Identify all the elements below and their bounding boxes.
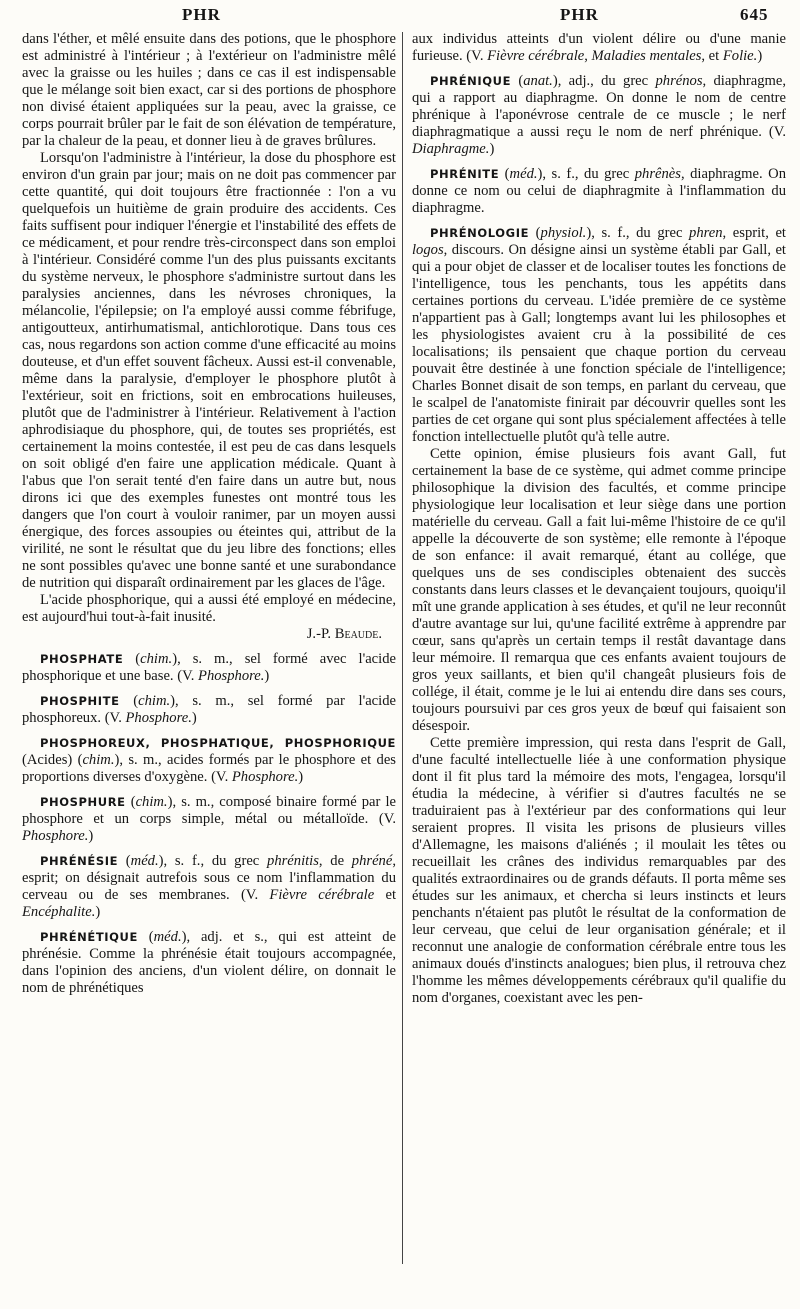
left-column — [22, 31, 396, 997]
paragraph-phosphore-usage: dans l'éther, et mêlé ensuite dans des potions, que le phosphore est administré à l'intérieur ; à l'extérieur on l'administre mêlé avec la graisse ou les huiles ; dans ce cas il est indispensable que le mélange soit bien exact, car si des portions de phosphore non divisé étaient appliquées sur la peau, avec la graisse, ce corps pourrait brûler par le fait de son élévation de température, par la chaleur de la peau, et donner lieu à de graves brûlures. — [22, 31, 396, 149]
column-divider — [402, 32, 403, 1264]
page-number: 645 — [740, 5, 769, 24]
entry-phrenesie: PHRÉNÉSIE (méd.), s. f., du grec phrénitis, de phréné, esprit; on désignait autrefois sous ce nom l'inflammation du cerveau ou de ses membranes. (V. Fièvre cérébrale et Encéphalite.) — [22, 853, 396, 920]
paragraph-phosphore-dose: Lorsqu'on l'administre à l'intérieur, la dose du phosphore est environ d'un grain par jour; mais on ne doit pas commencer par cette quantité, qui doit toujours être fractionnée : l'on a vu quelquefois un huitième de grain produire des accidents. Ces faits suffisent pour indiquer l'énergie et l'instabilité des effets de ce médicament, et pour rendre très-circonspect dans son emploi à l'intérieur. Considéré comme l'un des plus puissants excitants du système nerveux, le phosphore s'administre surtout dans les paralysies anciennes, dans les névroses chroniques, la mélancolie, l'épilepsie; on l'a employé aussi comme fébrifuge, antigoutteux, antirhumatismal, antichlorotique. Dans tous ces cas, nous regardons son action comme d'une efficacité au moins douteuse, et d'un effet souvent fâcheux. Aussi est-il convenable, même dans la paralysie, d'employer le phosphore plutôt à l'extérieur, soit en frictions, soit en embrocations huileuses, plutôt que de l'administrer à l'intérieur. Relativement à l'action aphrodisiaque du phosphore, qui, de toutes ses propriétés, est certainement la moins contestée, il est peu de cas dans lesquels on soit obligé d'en faire une application médicale. Quant à l'abus que l'on serait tenté d'en faire dans un autre but, nous dirons ici que des exemples funestes ont montré tous les dangers que l'on court à vouloir ranimer, par un moyen aussi énergique, des forces assoupies ou éteintes qui, attribut de la virilité, ne sont le résultat que du jeu libre des fonctions; elles ne sont possibles qu'avec une bonne santé et une surabondance de nutrition qui disparaît ordinairement par les glaces de l'âge. — [22, 150, 396, 591]
running-header — [0, 5, 800, 27]
paragraph-acide-phosphorique: L'acide phosphorique, qui a aussi été employé en médecine, est aujourd'hui tout-à-fait inusité. — [22, 592, 396, 625]
entry-phrenologie: PHRÉNOLOGIE (physiol.), s. f., du grec phren, esprit, et logos, discours. On désigne ainsi un système établi par Gall, et qui a pour objet de classer et de localiser toutes les fonctions de l'intelligence, tous les penchants, tous les appétits dans certaines portions du cerveau. L'idée première de ce système n'appartient pas à Gall; longtemps avant lui les philosophes et les physiologistes avaient cru à la possibilité de ces localisations; ils pensaient que chaque portion du cerveau pouvait être destinée à une fonction spéciale de l'intelligence; Charles Bonnet disait de son temps, en parlant du cerveau, que le scalpel de l'anatomiste finirait par découvrir quelles sont les parties de cet organe qui sont plus spécialement affectées à telle fonction intellectuelle plutôt qu'à telle autre. — [412, 225, 786, 445]
entry-phrenetique: PHRÉNÉTIQUE (méd.), adj. et s., qui est atteint de phrénésie. Comme la phrénésie était toujours accompagnée, dans l'opinion des anciens, d'un violent délire, on donnait le nom de phrénétiques — [22, 929, 396, 996]
entry-phrenique: PHRÉNIQUE (anat.), adj., du grec phrénos, diaphragme, qui a rapport au diaphragme. On donne le nom de centre phrénique à l'aponévrose centrale de ce muscle ; le nerf diaphragmatique a aussi reçu le nom de nerf phrénique. (V. Diaphragme.) — [412, 73, 787, 157]
headword: PHOSPHURE — [40, 795, 126, 809]
paragraph-gall-research: Cette première impression, qui resta dans l'esprit de Gall, d'une faculté intellectuelle liée à une conformation physique dont il fit plus tard la mémoire des mots, l'engagea, lorsqu'il étudia la médecine, à vérifier si d'autres facultés ne se traduiraient pas à l'extérieur par des conformations qui leur seraient propres. Il visita les prisons de plusieurs villes d'Allemagne, les maisons d'aliénés ; il moulait les têtes ou recueillait les crânes des individus remarquables par des qualités extraordinaires ou de grands défauts. Il porta même ses études sur les animaux, et chercha si leurs instincts et leurs penchants n'étaient pas plutôt le résultat de la conformation de leur cerveau, que celui de leur organisation générale; et il reconnut une analogie de conformation cérébrale entre tous les animaux doués d'instincts analogues; bien plus, il retrouva chez l'homme les mêmes développements cérébraux qu'il qualifie du nom d'organes, coexistant avec les pen- — [412, 735, 786, 1006]
headword: PHRÉNIQUE — [430, 74, 512, 88]
paragraph-gall-origin: Cette opinion, émise plusieurs fois avant Gall, fut certainement la base de ce système, qui admet comme principe philosophique la division des facultés, et comme principe physiologique leur localisation et leur siège dans une portion matérielle du cerveau. Gall a fait lui-même l'histoire de ce qu'il appelle la découverte de son système; elle remonte à l'époque de son enfance: il avait remarqué, étant au collége, que quelques uns de ses condisciples obtenaient des succès constants dans leurs classes et le devançaient toujours, quoiqu'il mît une grande application à ses études, et qu'il ne leur reconnût d'autre avantage sur lui, qu'une facilité extrême à apprendre par cœur, sans qu'après un certain temps il restât davantage dans leur mémoire. Il remarqua que ces enfants avaient toujours de gros yeux saillants, et bien qu'il changeât plusieurs fois de collége, il était, comme je le lui ai entendu dire dans ses cours, toujours poursuivi par ces gros yeux de bœuf qui faisaient son désespoir. — [412, 446, 786, 734]
paragraph-phrenetique-continued: aux individus atteints d'un violent délire ou d'une manie furieuse. (V. Fièvre cérébrale, Maladies mentales, et Folie.) — [412, 31, 786, 64]
entry-phosphite: PHOSPHITE (chim.), s. m., sel formé par l'acide phosphoreux. (V. Phosphore.) — [22, 693, 396, 726]
entry-phosphate: PHOSPHATE (chim.), s. m., sel formé avec l'acide phosphorique et une base. (V. Phosphore.) — [22, 651, 396, 684]
headword: PHRÉNÉSIE — [40, 854, 119, 868]
headword: PHRÉNOLOGIE — [430, 226, 530, 240]
headword: PHRÉNITE — [430, 167, 500, 181]
author-signature: J.-P. Beaude. — [306, 626, 382, 642]
entry-phrenite: PHRÉNITE (méd.), s. f., du grec phrênès, diaphragme. On donne ce nom ou celui de diaphragmite à l'inflammation du diaphragme. — [412, 166, 786, 216]
headword: PHOSPHATE — [40, 652, 124, 666]
right-running-head: PHR — [560, 5, 599, 24]
headword: PHRÉNÉTIQUE — [40, 930, 138, 944]
headword: PHOSPHOREUX, PHOSPHATIQUE, PHOSPHORIQUE — [40, 736, 396, 750]
entry-phosphure: PHOSPHURE (chim.), s. m., composé binaire formé par le phosphore et un corps simple, métal ou métalloïde. (V. Phosphore.) — [22, 794, 396, 844]
headword: PHOSPHITE — [40, 694, 120, 708]
left-running-head: PHR — [182, 5, 221, 24]
entry-phosphoreux: PHOSPHOREUX, PHOSPHATIQUE, PHOSPHORIQUE (Acides) (chim.), s. m., acides formés par le phosphore et des proportions diverses d'oxygène. (V. Phosphore.) — [22, 736, 396, 785]
right-column — [412, 31, 786, 1007]
